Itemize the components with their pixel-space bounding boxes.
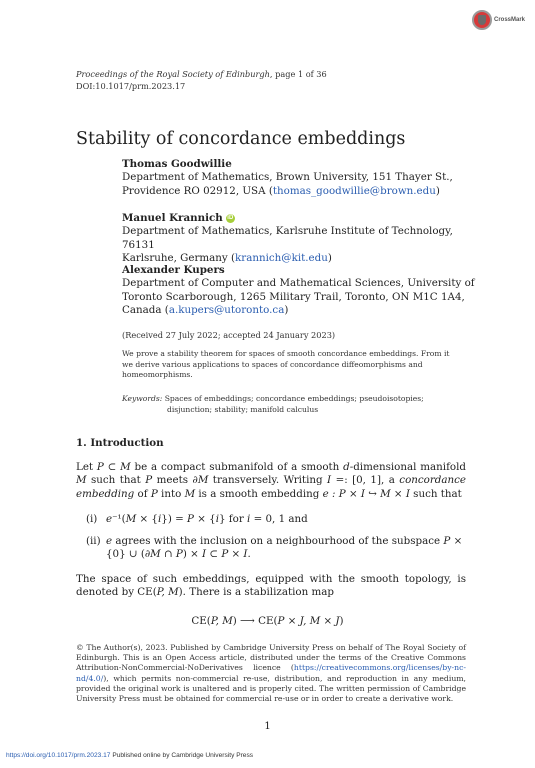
author-affiliation-2: Providence RO 02912, USA (thomas_goodwillie@brown.edu) <box>122 184 440 197</box>
list-item-text: e agrees with the inclusion on a neighbourhood of the subspace P × {0} ∪ (∂M ∩ P) × I ⊂ P × I. <box>106 535 463 561</box>
footer <box>6 752 253 759</box>
keywords <box>122 394 482 415</box>
article-doi: DOI:10.1017/prm.2023.17 <box>76 81 186 91</box>
list-item <box>86 513 466 526</box>
footer-publisher: Published online by Cambridge University Press <box>110 752 254 759</box>
list-item-text: e⁻¹(M × {i}) = P × {i} for i = 0, 1 and <box>106 513 308 525</box>
display-equation: CE(P, M) ⟶ CE(P × J, M × J) <box>191 615 344 627</box>
keywords-label: Keywords: <box>122 394 163 403</box>
list-item-label: (ii) <box>86 535 101 547</box>
abstract-line: we derive various applications to spaces of concordance diffeomorphisms and <box>122 359 423 369</box>
author-email-link[interactable]: a.kupers@utoronto.ca <box>168 304 285 317</box>
crossmark-badge[interactable] <box>472 8 526 32</box>
abstract <box>122 349 482 381</box>
paper-title: Stability of concordance embeddings <box>76 129 406 149</box>
license-notice: © The Author(s), 2023. Published by Cambridge University Press on behalf of The Royal Society of Edinburgh. This is an Open Access article, distributed under the terms of the Creative Commons Attribution-NonCommercial-NoDerivatives licence (https://creativecommons.org/licenses/by-nc-nd/4.0/), which permits non-commercial re-use, distribution, and reproduction in any medium, provided the original work is unaltered and is properly cited. The written permission of Cambridge University Press must be obtained for commercial re-use or in order to create a derivative work. <box>76 643 466 704</box>
author-block-3 <box>122 264 482 318</box>
page-number: 1 <box>264 721 271 732</box>
journal-name: Proceedings of the Royal Society of Edinburgh <box>76 69 270 79</box>
author-affiliation: Department of Computer and Mathematical Sciences, University of <box>122 277 475 290</box>
footer-doi-link[interactable]: https://doi.org/10.1017/prm.2023.17 <box>6 752 111 759</box>
author-block-2 <box>122 212 482 266</box>
keywords-line: disjunction; stability; manifold calculus <box>167 404 319 414</box>
author-block-1 <box>122 158 482 198</box>
author-name: Thomas Goodwillie <box>122 158 232 170</box>
list-item <box>86 535 466 562</box>
intro-paragraph: Let P ⊂ M be a compact submanifold of a smooth d-dimensional manifold M such that P meets ∂M transversely. Writing I =: [0, 1], a concordance embedding of P into M is a smooth embedding e : P × I ↪ M × I such that <box>76 461 467 500</box>
abstract-line: homeomorphisms. <box>122 370 193 380</box>
list-item-label: (i) <box>86 513 98 525</box>
author-affiliation-3: Canada (a.kupers@utoronto.ca) <box>122 304 289 317</box>
section-heading: 1. Introduction <box>76 437 164 449</box>
author-affiliation-2: Toronto Scarborough, 1265 Military Trail, Toronto, ON M1C 1A4, <box>122 290 465 303</box>
author-name: Alexander Kupers <box>122 264 225 276</box>
author-affiliation-2: Karlsruhe, Germany (krannich@kit.edu) <box>122 252 332 265</box>
journal-line <box>76 69 327 79</box>
abstract-line: We prove a stability theorem for spaces of smooth concordance embeddings. From it <box>122 349 450 358</box>
body-paragraph: The space of such embeddings, equipped with the smooth topology, is denoted by CE(P, M). There is a stabilization map <box>76 573 466 599</box>
author-email-link[interactable]: thomas_goodwillie@brown.edu <box>272 184 436 197</box>
author-name: Manuel Krannich <box>122 212 223 224</box>
author-affiliation: Department of Mathematics, Karlsruhe Institute of Technology, 76131 <box>122 225 453 251</box>
author-email-link[interactable]: krannich@kit.edu <box>235 252 328 265</box>
journal-page: , page 1 of 36 <box>269 69 327 79</box>
keywords-line: Spaces of embeddings; concordance embeddings; pseudoisotopies; <box>164 394 424 403</box>
received-dates: (Received 27 July 2022; accepted 24 January 2023) <box>122 330 336 340</box>
crossmark-icon <box>472 10 492 30</box>
crossmark-label: CrossMark <box>494 17 526 23</box>
author-name-row <box>122 212 482 225</box>
license-link[interactable]: https://creativecommons.org/licenses/by-nc-nd/4.0/ <box>76 663 466 683</box>
orcid-icon[interactable]: iD <box>227 215 234 222</box>
author-affiliation: Department of Mathematics, Brown University, 151 Thayer St., <box>122 171 453 184</box>
